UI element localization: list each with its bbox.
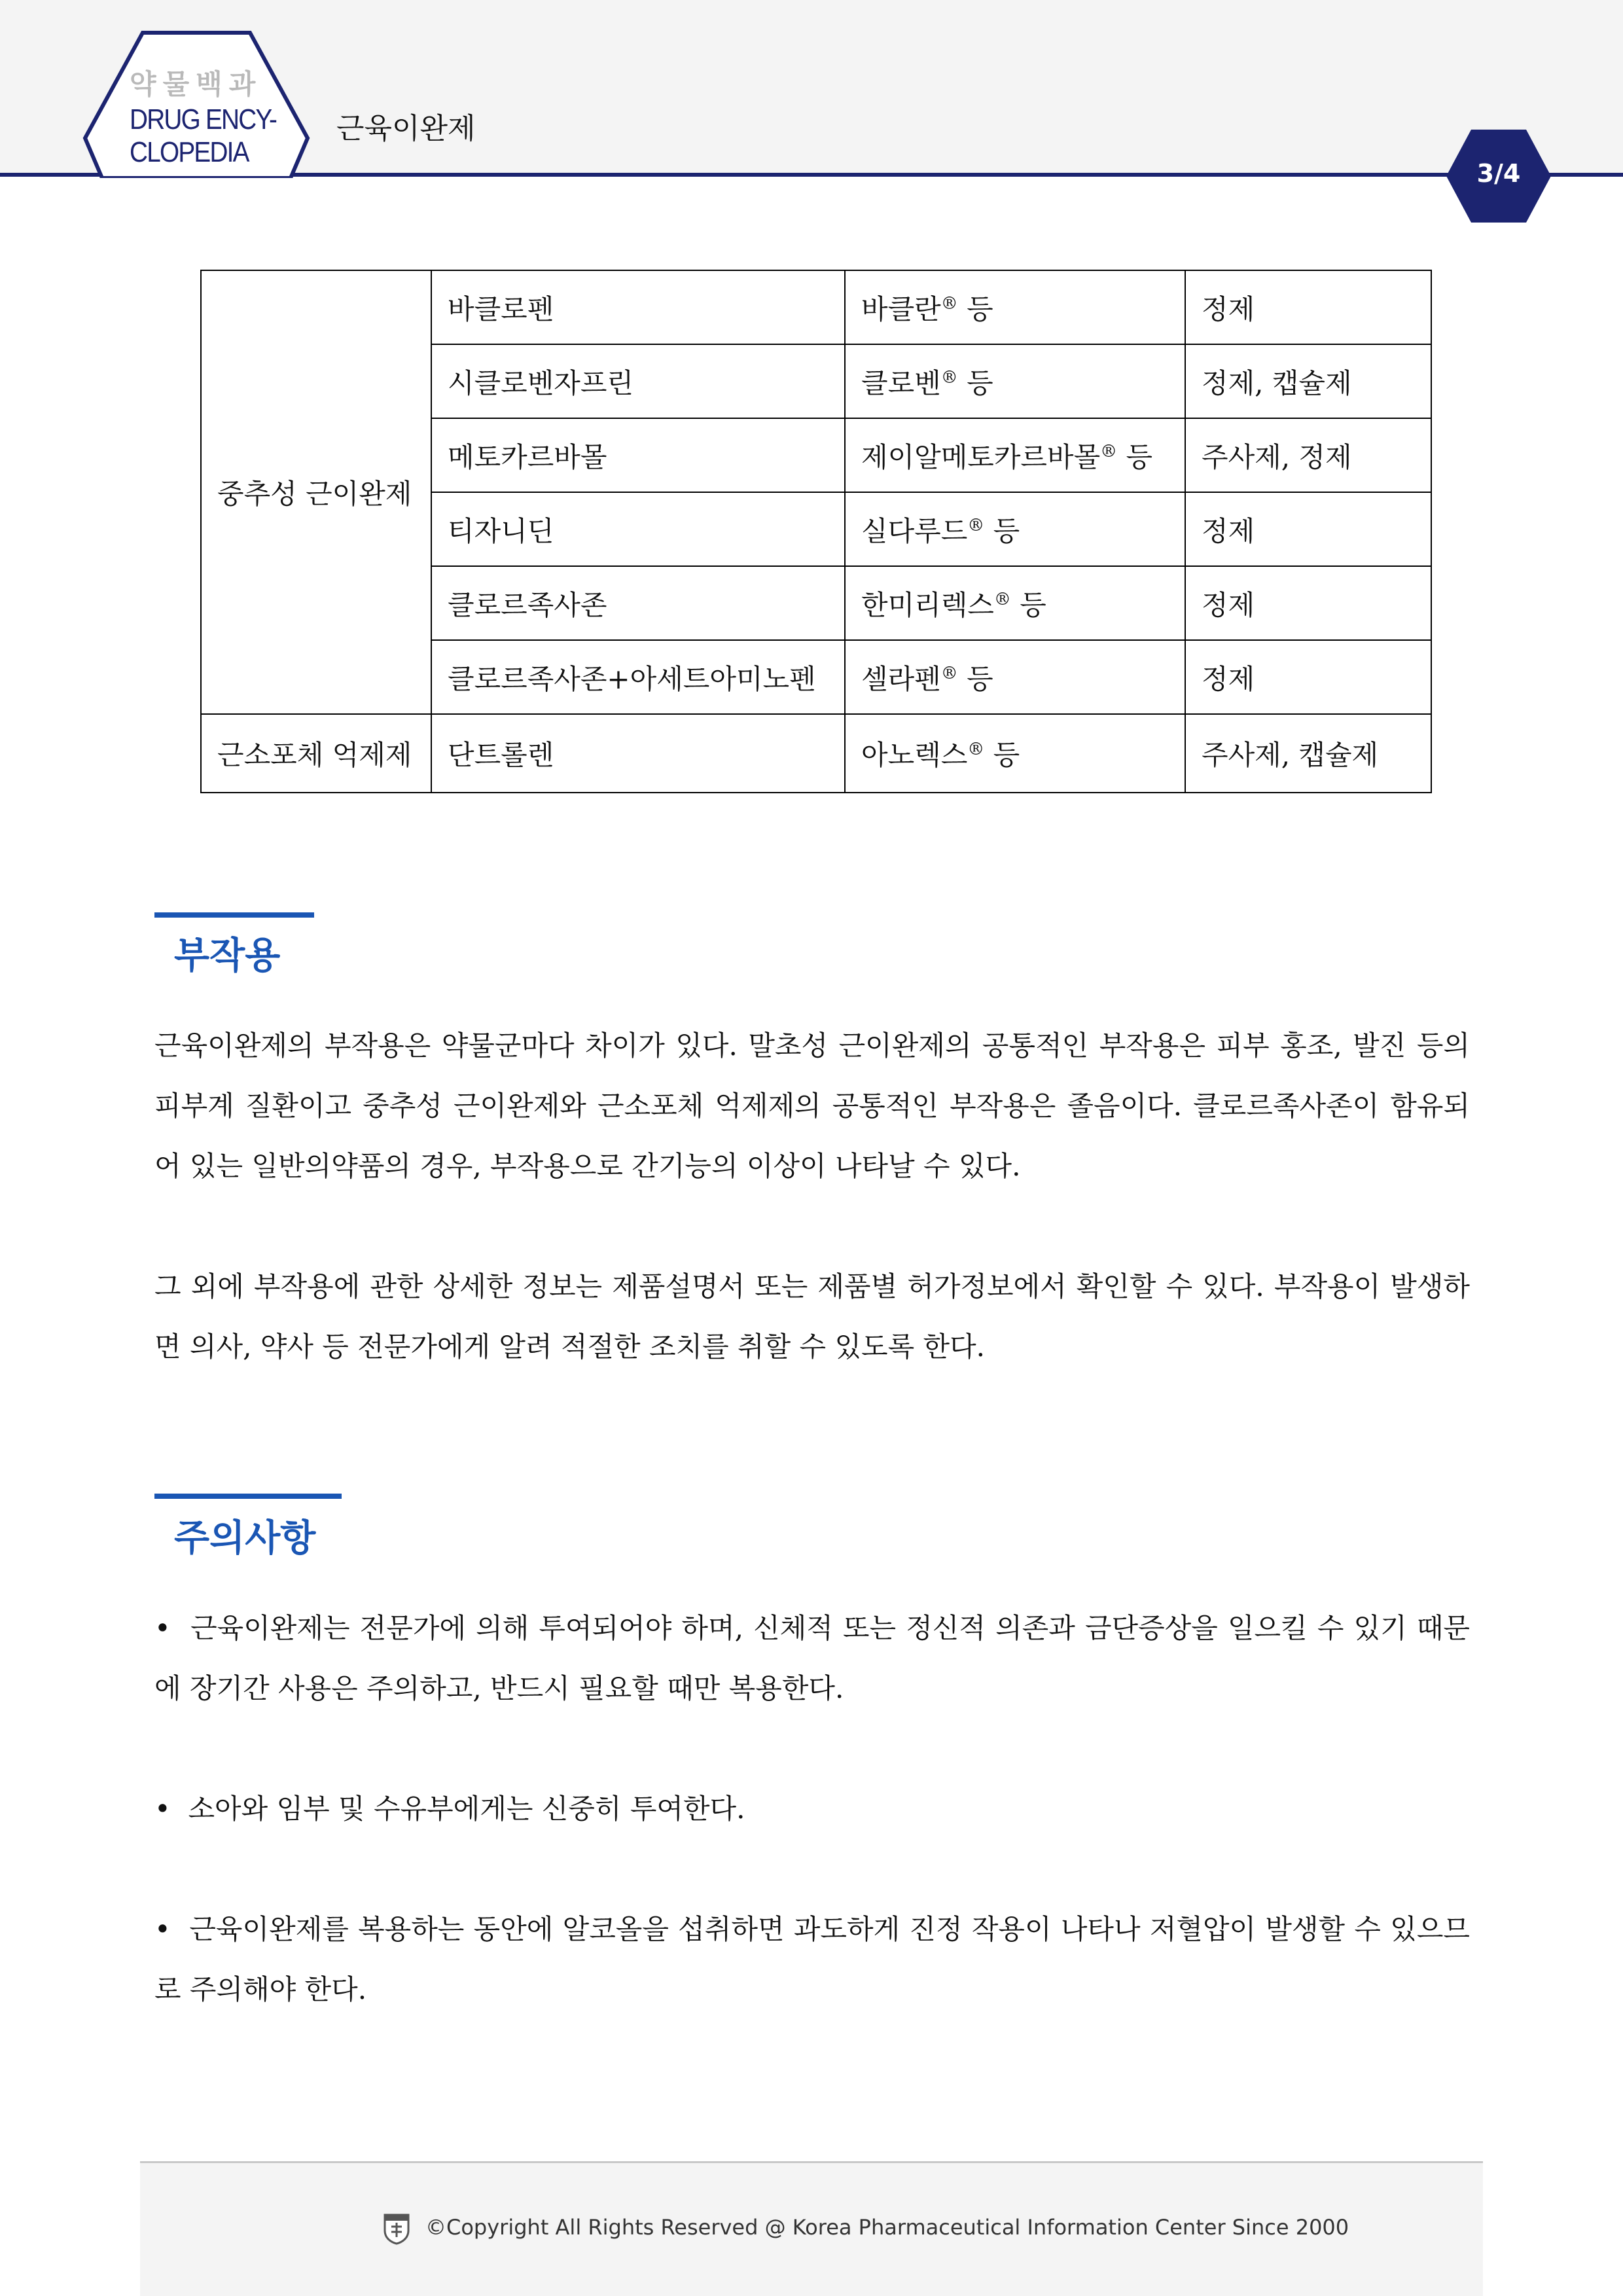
product-cell	[845, 418, 1185, 492]
ingredient-cell: 바클로펜	[431, 270, 845, 344]
precaution-item-2: • 소아와 임부 및 수유부에게는 신중히 투여한다.	[154, 1793, 745, 1825]
side-effects-heading: 부작용	[174, 935, 281, 977]
document-title: 근육이완제	[336, 112, 476, 145]
bullet-icon: •	[154, 1612, 171, 1644]
product-suffix: 등	[993, 514, 1020, 547]
drug-table	[200, 270, 1432, 793]
bullet-icon: •	[154, 1913, 171, 1945]
ingredient-cell: 클로르족사존+아세트아미노펜	[431, 640, 845, 714]
ingredient-cell: 클로르족사존	[431, 566, 845, 640]
brand-name-english: DRUG ENCY- CLOPEDIA	[130, 103, 277, 168]
table-row	[201, 714, 1431, 793]
product-name: 셀라펜	[861, 662, 941, 695]
precaution-item-1: • 근육이완제는 전문가에 의해 투여되어야 하며, 신체적 또는 정신적 의존과 금단증상을 일으킬 수 있기 때문에 장기간 사용은 주의하고, 반드시 필요할 때만 복용한다.	[154, 1612, 1470, 1704]
form-cell: 정제, 캡슐제	[1185, 344, 1431, 418]
page-number: 3/4	[1476, 159, 1521, 188]
registered-mark: ®	[967, 515, 985, 535]
registered-mark: ®	[940, 367, 958, 387]
registered-mark: ®	[967, 740, 985, 759]
category-cell: 중추성 근이완제	[201, 270, 431, 714]
form-cell: 정제	[1185, 492, 1431, 566]
product-suffix: 등	[1126, 440, 1153, 473]
precautions-accent-bar	[154, 1494, 342, 1499]
side-effects-paragraph-1: 근육이완제의 부작용은 약물군마다 차이가 있다. 말초성 근이완제의 공통적인 부작용은 피부 홍조, 발진 등의 피부계 질환이고 중추성 근이완제와 근소포체 억제제의 공통적인 부작용은 졸음이다. 클로르족사존이 함유되어 있는 일반의약품의 경우, 부작용으로 간기능의 이상이 나타날 수 있다.	[154, 1030, 1470, 1182]
category-cell: 근소포체 억제제	[201, 714, 431, 793]
ingredient-cell: 시클로벤자프린	[431, 344, 845, 418]
product-cell	[845, 492, 1185, 566]
product-suffix: 등	[967, 662, 993, 695]
product-cell	[845, 640, 1185, 714]
table-row	[201, 270, 1431, 344]
product-suffix: 등	[967, 367, 993, 399]
product-name: 바클란	[861, 293, 941, 325]
product-name: 실다루드	[861, 514, 968, 547]
product-name: 아노렉스	[861, 739, 968, 771]
ingredient-cell: 메토카르바몰	[431, 418, 845, 492]
copyright-text: ©Copyright All Rights Reserved @ Korea Pharmaceutical Information Center Since 2000	[425, 2215, 1349, 2240]
registered-mark: ®	[940, 663, 958, 683]
registered-mark: ®	[993, 589, 1011, 609]
product-suffix: 등	[1020, 588, 1046, 621]
brand-name-korean: 약물백과	[130, 68, 262, 100]
product-name: 제이알메토카르바몰	[861, 440, 1101, 473]
product-cell	[845, 344, 1185, 418]
precaution-item-3: • 근육이완제를 복용하는 동안에 알코올을 섭취하면 과도하게 진정 작용이 나타나 저혈압이 발생할 수 있으므로 주의해야 한다.	[154, 1913, 1470, 2005]
registered-mark: ®	[1100, 441, 1118, 461]
side-effects-accent-bar	[154, 912, 314, 918]
product-cell	[845, 270, 1185, 344]
precautions-heading: 주의사항	[174, 1517, 316, 1560]
form-cell: 주사제, 정제	[1185, 418, 1431, 492]
bullet-icon: •	[154, 1793, 171, 1825]
ingredient-cell: 단트롤렌	[431, 714, 845, 793]
ingredient-cell: 티자니딘	[431, 492, 845, 566]
drug-table-body	[201, 270, 1431, 793]
form-cell: 정제	[1185, 566, 1431, 640]
registered-mark: ®	[940, 293, 958, 314]
product-cell	[845, 714, 1185, 793]
form-cell: 주사제, 캡슐제	[1185, 714, 1431, 793]
product-suffix: 등	[993, 739, 1020, 771]
side-effects-paragraph-2: 그 외에 부작용에 관한 상세한 정보는 제품설명서 또는 제품별 허가정보에서 확인할 수 있다. 부작용이 발생하면 의사, 약사 등 전문가에게 알려 적절한 조치를 취할 수 있도록 한다.	[154, 1270, 1470, 1363]
form-cell: 정제	[1185, 270, 1431, 344]
product-name: 클로벤	[861, 367, 941, 399]
form-cell: 정제	[1185, 640, 1431, 714]
product-suffix: 등	[967, 293, 993, 325]
product-cell	[845, 566, 1185, 640]
kpic-emblem-icon	[382, 2212, 411, 2245]
product-name: 한미리렉스	[861, 588, 994, 621]
